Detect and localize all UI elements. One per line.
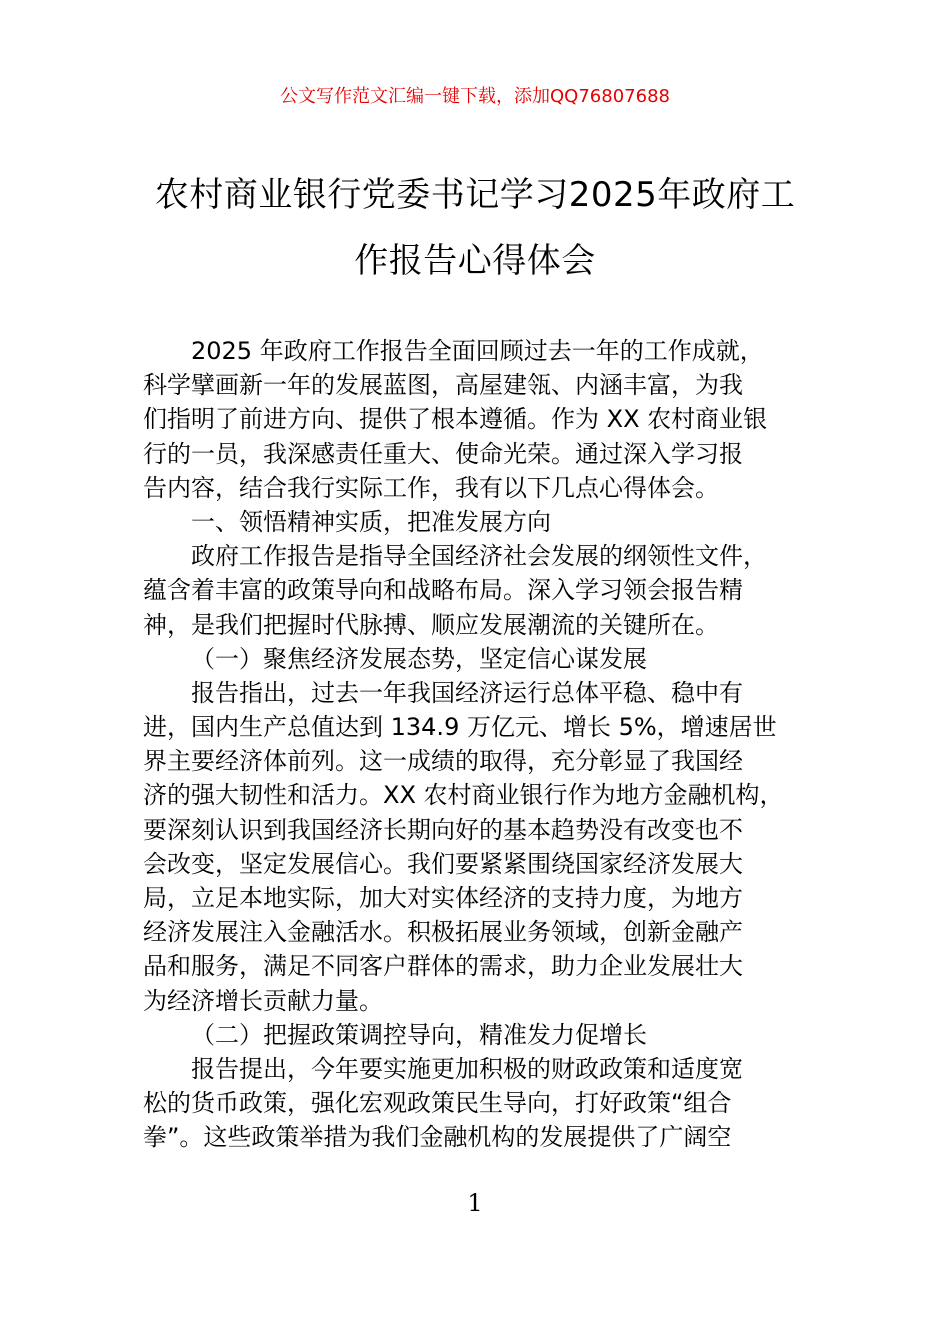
paragraph-line: 为经济增长贡献力量。 — [143, 986, 383, 1015]
paragraph-line: 神，是我们把握时代脉搏、顺应发展潮流的关键所在。 — [143, 610, 719, 639]
subsection-heading: （一）聚焦经济发展态势，坚定信心谋发展 — [191, 644, 647, 673]
subsection-heading: （二）把握政策调控导向，精准发力促增长 — [191, 1020, 647, 1049]
paragraph-line: 告内容，结合我行实际工作，我有以下几点心得体会。 — [143, 473, 719, 502]
paragraph-line: 科学擘画新一年的发展蓝图，高屋建瓴、内涵丰富，为我 — [143, 371, 743, 400]
section-heading: 一、领悟精神实质，把准发展方向 — [191, 507, 551, 536]
paragraph-line: 要深刻认识到我国经济长期向好的基本趋势没有改变也不 — [143, 815, 743, 844]
paragraph-line: 局，立足本地实际，加大对实体经济的支持力度，为地方 — [143, 884, 743, 912]
paragraph-line: 2025 年政府工作报告全面回顾过去一年的工作成就， — [191, 337, 764, 365]
paragraph-line: 报告指出，过去一年我国经济运行总体平稳、稳中有 — [191, 678, 743, 707]
paragraph-line: 会改变，坚定发展信心。我们要紧紧围绕国家经济发展大 — [143, 849, 743, 878]
title-line-2: 作报告心得体会 — [354, 241, 596, 281]
page-number: 1 — [467, 1189, 483, 1217]
paragraph-line: 济的强大韧性和活力。XX 农村商业银行作为地方金融机构， — [143, 781, 784, 810]
paragraph-line: 经济发展注入金融活水。积极拓展业务领域，创新金融产 — [143, 918, 743, 947]
paragraph-line: 行的一员，我深感责任重大、使命光荣。通过深入学习报 — [143, 439, 743, 468]
document-body — [143, 334, 811, 1155]
paragraph-line: 蕴含着丰富的政策导向和战略布局。深入学习领会报告精 — [143, 576, 743, 605]
paragraph-line: 松的货币政策，强化宏观政策民生导向，打好政策“组合 — [143, 1089, 732, 1118]
paragraph-line: 拳”。这些政策举措为我们金融机构的发展提供了广阔空 — [143, 1123, 732, 1152]
paragraph-line: 报告提出，今年要实施更加积极的财政政策和适度宽 — [191, 1054, 743, 1083]
document-title — [120, 162, 830, 294]
paragraph-line: 进，国内生产总值达到 134.9 万亿元、增长 5%，增速居世 — [143, 713, 777, 742]
paragraph-line: 界主要经济体前列。这一成绩的取得，充分彰显了我国经 — [143, 747, 743, 776]
paragraph-line: 品和服务，满足不同客户群体的需求，助力企业发展壮大 — [143, 952, 743, 981]
title-line-1: 农村商业银行党委书记学习2025年政府工 — [154, 175, 796, 215]
download-banner: 公文写作范文汇编一键下载，添加QQ76807688 — [280, 86, 670, 107]
paragraph-line: 们指明了前进方向、提供了根本遵循。作为 XX 农村商业银 — [143, 405, 768, 434]
paragraph-line: 政府工作报告是指导全国经济社会发展的纲领性文件， — [191, 542, 767, 571]
